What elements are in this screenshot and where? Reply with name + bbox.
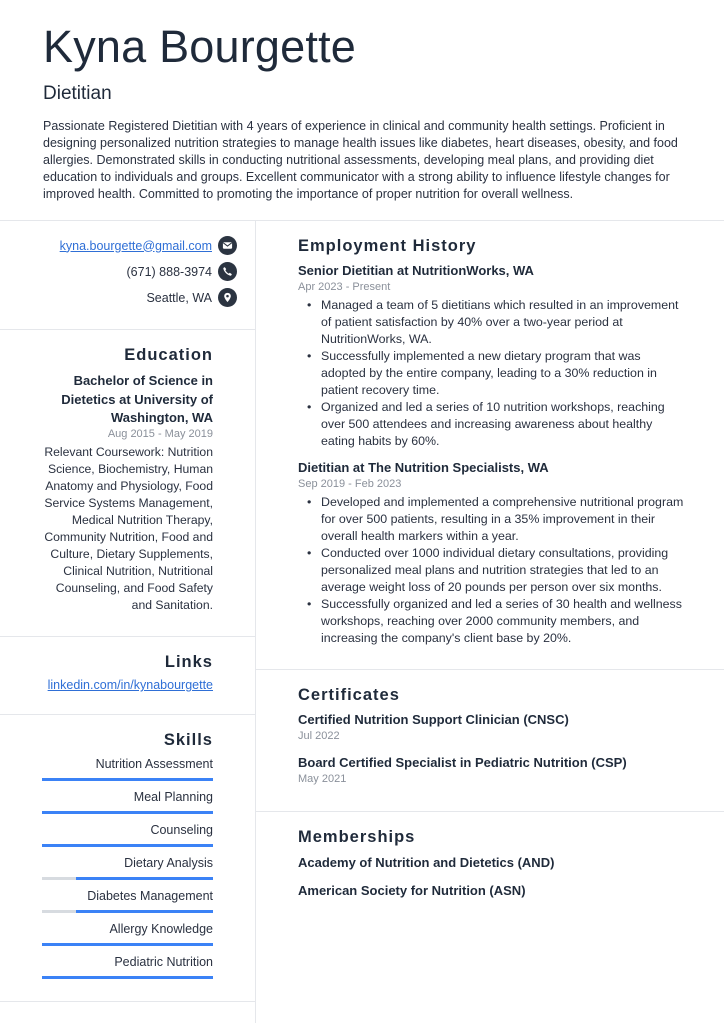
resume-header <box>43 20 693 203</box>
left-divider-contact <box>0 329 255 330</box>
email-link[interactable]: kyna.bourgette@gmail.com <box>59 238 212 253</box>
skill-bar <box>42 844 213 847</box>
skill-bar-fill <box>42 778 213 781</box>
left-divider-links <box>0 714 255 715</box>
left-divider-skills <box>0 1001 255 1002</box>
contact-email-row <box>60 236 237 255</box>
skill-item <box>42 888 213 913</box>
skill-bar-fill <box>42 943 213 946</box>
phone-number: (671) 888-3974 <box>126 264 212 279</box>
job-bullet: • Conducted over 1000 individual dietary consultations, providing personalized meal plans and nutrition strategies that led to an average weight loss of 20 pounds per person over six months. <box>305 545 685 596</box>
skill-label: Nutrition Assessment <box>95 757 213 771</box>
certificate-name: Board Certified Specialist in Pediatric Nutrition (CSP) <box>298 755 627 770</box>
header-divider <box>0 220 724 221</box>
skill-item <box>42 822 213 847</box>
location-text: Seattle, WA <box>146 290 212 305</box>
job-title-2: Dietitian at The Nutrition Specialists, WA <box>298 460 549 475</box>
skill-item <box>42 756 213 781</box>
job-bullet: • Developed and implemented a comprehensive nutritional program for over 500 patients, resulting in a 35% improvement in their overall health markers within a year. <box>305 494 685 545</box>
certificate-date: Jul 2022 <box>298 730 340 742</box>
skill-bar-fill <box>76 910 213 913</box>
skill-item <box>42 921 213 946</box>
job-date-2: Sep 2019 - Feb 2023 <box>298 478 402 490</box>
membership-item: Academy of Nutrition and Dietetics (AND) <box>298 855 555 870</box>
skill-item <box>42 789 213 814</box>
education-date: Aug 2015 - May 2019 <box>107 428 213 440</box>
linkedin-link[interactable]: linkedin.com/in/kynabourgette <box>47 678 213 692</box>
skills-heading: Skills <box>163 731 213 749</box>
skill-bar <box>42 976 213 979</box>
skill-item <box>42 855 213 880</box>
job-title-1: Senior Dietitian at NutritionWorks, WA <box>298 263 534 278</box>
skill-label: Diabetes Management <box>87 889 213 903</box>
memberships-heading: Memberships <box>298 828 416 846</box>
links-heading: Links <box>164 653 213 671</box>
skill-label: Dietary Analysis <box>124 856 213 870</box>
left-divider-education <box>0 636 255 637</box>
job-bullets-1 <box>305 297 685 450</box>
education-coursework: Relevant Coursework: Nutrition Science, Biochemistry, Human Anatomy and Physiology, Food Service Systems Management, Medical Nutrition Therapy, Community Nutrition, Food and Culture, Dietary Supplements, Clinical Nutrition, Nutritional Counseling, and Food Safety and Sanitation. <box>44 445 213 612</box>
skill-bar <box>42 877 213 880</box>
phone-icon <box>218 262 237 281</box>
column-divider <box>255 221 256 1023</box>
skill-label: Pediatric Nutrition <box>114 955 213 969</box>
skill-bar <box>42 910 213 913</box>
contact-phone-row <box>127 262 237 281</box>
certificate-date: May 2021 <box>298 773 347 785</box>
skill-label: Counseling <box>150 823 213 837</box>
skill-bar-fill <box>76 877 213 880</box>
skill-bar <box>42 811 213 814</box>
membership-item: American Society for Nutrition (ASN) <box>298 883 526 898</box>
envelope-icon <box>218 236 237 255</box>
profile-summary: Passionate Registered Dietitian with 4 years of experience in clinical and community health settings. Proficient in designing personalized nutrition strategies to manage health issues like diabetes, heart diseases, obesity, and food allergies. Demonstrated skills in conducting nutritional assessments, developing meal plans, and providing diet education to individuals and groups. Excellent communicator with a strong ability to influence lifestyle changes for improved health. Committed to promoting the importance of proper nutrition for overall wellness. <box>43 119 678 201</box>
candidate-name: Kyna Bourgette <box>43 21 357 72</box>
skill-label: Meal Planning <box>133 790 213 804</box>
right-divider-employment <box>256 669 724 670</box>
skill-item <box>42 954 213 979</box>
candidate-title: Dietitian <box>43 83 112 104</box>
job-bullet: • Successfully implemented a new dietary program that was adopted by the entire company, leading to a 30% reduction in patient recovery time. <box>305 348 685 399</box>
skill-bar-fill <box>42 976 213 979</box>
contact-location-row <box>146 288 237 307</box>
job-date-1: Apr 2023 - Present <box>298 281 391 293</box>
education-heading: Education <box>124 346 213 364</box>
certificates-heading: Certificates <box>298 686 400 704</box>
map-pin-icon <box>218 288 237 307</box>
skill-label: Allergy Knowledge <box>109 922 213 936</box>
certificate-name: Certified Nutrition Support Clinician (CNSC) <box>298 712 569 727</box>
skill-bar-fill <box>42 811 213 814</box>
job-bullets-2 <box>305 494 685 647</box>
job-bullet: • Organized and led a series of 10 nutrition workshops, reaching over 500 attendees and increasing awareness about healthy eating habits by 60%. <box>305 399 685 450</box>
skill-bar <box>42 778 213 781</box>
job-bullet: • Successfully organized and led a series of 30 health and wellness workshops, reaching over 2000 community members, and increasing the company's client base by 20%. <box>305 596 685 647</box>
job-bullet: • Managed a team of 5 dietitians which resulted in an improvement of patient satisfaction by 40% over a two-year period at NutritionWorks, WA. <box>305 297 685 348</box>
education-degree: Bachelor of Science in Dietetics at University of Washington, WA <box>61 373 213 425</box>
skill-bar-fill <box>42 844 213 847</box>
right-divider-certificates <box>256 811 724 812</box>
employment-heading: Employment History <box>298 237 477 255</box>
skill-bar <box>42 943 213 946</box>
